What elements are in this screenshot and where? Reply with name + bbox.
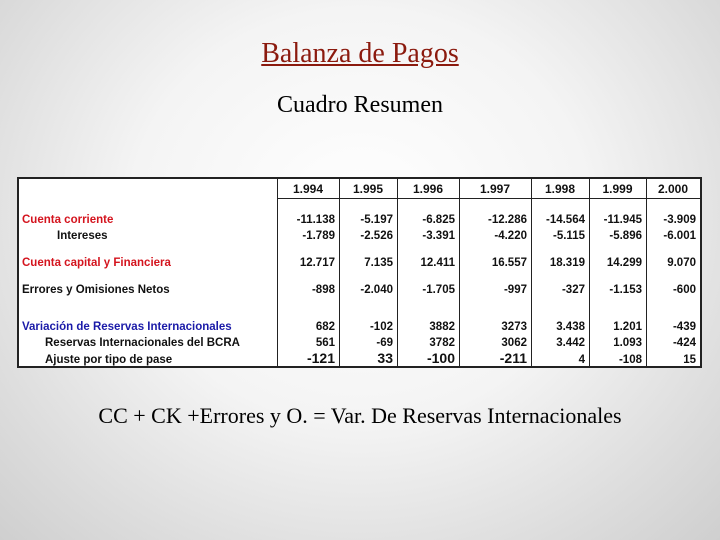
- year-header: 1.997: [479, 182, 511, 196]
- row-label-reservas-bcra: Reservas Internacionales del BCRA: [45, 337, 240, 349]
- table-cell: 1.201: [613, 321, 642, 333]
- table-cell: -100: [426, 350, 455, 366]
- table-cell: -1.789: [302, 230, 335, 242]
- table-cell: -898: [311, 284, 335, 296]
- year-header: 1.996: [412, 182, 444, 196]
- table-cell: 682: [315, 321, 335, 333]
- table-cell: 4: [578, 354, 585, 366]
- table-cell: -997: [503, 284, 527, 296]
- table-cell: 1.093: [613, 337, 642, 349]
- table-cell: -4.220: [494, 230, 527, 242]
- table-cell: -5.115: [553, 230, 585, 242]
- row-label-ajuste-pase: Ajuste por tipo de pase: [45, 354, 173, 366]
- page-subtitle: Cuadro Resumen: [277, 92, 443, 118]
- table-cell: -2.526: [360, 230, 393, 242]
- table-cell: -327: [561, 284, 585, 296]
- table-cell: 18.319: [549, 257, 585, 269]
- table-cell: -424: [672, 337, 696, 349]
- table-cell: -108: [618, 354, 642, 366]
- table-cell: -6.001: [663, 230, 696, 242]
- table-cell: -102: [369, 321, 393, 333]
- row-label-errores-omisiones: Errores y Omisiones Netos: [22, 284, 170, 296]
- table-cell: -5.896: [609, 230, 642, 242]
- table-cell: -5.197: [360, 214, 393, 226]
- row-label-intereses: Intereses: [57, 230, 108, 242]
- table-cell: 7.135: [364, 257, 393, 269]
- table-cell: 3882: [429, 321, 455, 333]
- row-label-variacion-reservas: Variación de Reservas Internacionales: [22, 321, 232, 333]
- table-cell: 9.070: [667, 257, 696, 269]
- table-cell: 33: [377, 350, 393, 366]
- header-divider: [277, 198, 700, 199]
- table-cell: -2.040: [360, 284, 393, 296]
- table-cell: -1.705: [422, 284, 455, 296]
- table-cell: 14.299: [606, 257, 642, 269]
- table-cell: 15: [683, 354, 696, 366]
- table-cell: -11.138: [296, 214, 335, 226]
- table-cell: 561: [315, 337, 335, 349]
- table-cell: 3.442: [556, 337, 585, 349]
- table-cell: 12.717: [299, 257, 335, 269]
- equation-text: CC + CK +Errores y O. = Var. De Reservas Internacionales: [98, 403, 622, 428]
- table-cell: -3.909: [663, 214, 696, 226]
- table-cell: -439: [672, 321, 696, 333]
- table-cell: -69: [376, 337, 393, 349]
- year-header: 1.995: [352, 182, 384, 196]
- year-header: 1.994: [292, 182, 324, 196]
- table-cell: -3.391: [422, 230, 455, 242]
- table-cell: -12.286: [487, 214, 527, 226]
- year-header: 2.000: [657, 182, 689, 196]
- table-cell: 12.411: [420, 257, 455, 269]
- table-cell: -600: [672, 284, 696, 296]
- row-label-cuenta-corriente: Cuenta corriente: [22, 214, 114, 226]
- table-cell: 3.438: [556, 321, 585, 333]
- table-cell: 16.557: [491, 257, 527, 269]
- year-header: 1.998: [544, 182, 576, 196]
- table-cell: -211: [499, 350, 527, 366]
- table-cell: -1.153: [609, 284, 642, 296]
- table-cell: 3273: [501, 321, 527, 333]
- balance-table: [17, 177, 702, 368]
- year-header: 1.999: [602, 182, 633, 196]
- row-label-cuenta-capital: Cuenta capital y Financiera: [22, 257, 171, 269]
- table-cell: 3062: [501, 337, 527, 349]
- table-cell: -121: [306, 350, 335, 366]
- table-cell: -11.945: [603, 214, 642, 226]
- table-cell: 3782: [429, 337, 455, 349]
- table-cell: -14.564: [545, 214, 585, 226]
- table-cell: -6.825: [422, 214, 455, 226]
- page-title: Balanza de Pagos: [261, 38, 459, 69]
